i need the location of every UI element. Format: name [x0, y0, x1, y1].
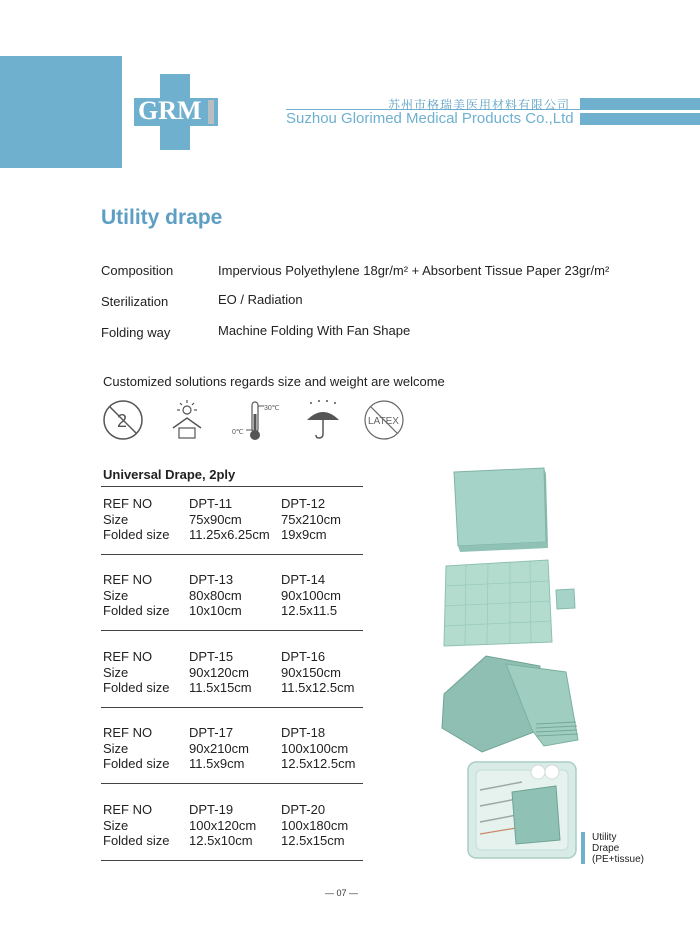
product-group-4: [103, 725, 373, 772]
product-group-1: [103, 496, 373, 543]
spec-label-composition: Composition: [101, 263, 174, 278]
customized-note: Customized solutions regards size and weight are welcome: [103, 374, 445, 389]
divider: [101, 860, 363, 861]
folded-value: 10x10cm: [189, 603, 242, 618]
ref-value: DPT-12: [281, 496, 326, 511]
product-group-3: [103, 649, 373, 696]
size-value: 100x120cm: [189, 817, 257, 833]
logo-text: GRM: [138, 96, 202, 125]
folded-label: Folded size: [103, 756, 170, 771]
spec-value-sterilization: EO / Radiation: [218, 292, 303, 307]
temp-high-label: 30℃: [264, 405, 280, 412]
divider: [101, 630, 363, 631]
keep-dry-icon: [301, 398, 345, 442]
folded-value: 12.5x11.5: [281, 603, 338, 618]
keep-away-from-sunlight-icon: [165, 398, 209, 442]
folded-value: 19x9cm: [281, 527, 327, 542]
size-value: 90x150cm: [281, 664, 341, 680]
latex-free-icon: [362, 398, 406, 442]
size-label: Size: [103, 511, 129, 527]
company-name-en: Suzhou Glorimed Medical Products Co.,Ltd: [286, 110, 574, 127]
size-value: 80x80cm: [189, 587, 242, 603]
ref-value: DPT-20: [281, 802, 326, 817]
ref-value: DPT-18: [281, 725, 326, 740]
size-value: 100x100cm: [281, 740, 349, 756]
temperature-limit-icon: [230, 398, 284, 442]
header-blue-block: [0, 56, 122, 168]
size-label: Size: [103, 587, 129, 603]
caption-line: Utility: [592, 832, 617, 843]
folded-label: Folded size: [103, 680, 170, 695]
unfolded-drape-photo: [444, 560, 575, 646]
caption-line: Drape: [592, 843, 620, 854]
header-bar-bottom: [580, 113, 700, 125]
folded-value: 12.5x15cm: [281, 833, 345, 848]
divider: [101, 707, 363, 708]
ref-value: DPT-16: [281, 649, 326, 664]
svg-text:2: 2: [117, 411, 128, 431]
ref-value: DPT-13: [189, 572, 234, 587]
folded-label: Folded size: [103, 833, 170, 848]
size-value: 90x120cm: [189, 664, 249, 680]
spec-label-sterilization: Sterilization: [101, 294, 169, 309]
divider: [101, 783, 363, 784]
size-value: 100x180cm: [281, 817, 349, 833]
ref-label: REF NO: [103, 802, 153, 817]
product-group-2: [103, 572, 373, 619]
table-title: Universal Drape, 2ply: [103, 467, 236, 482]
spec-value-composition: Impervious Polyethylene 18gr/m² + Absorbent Tissue Paper 23gr/m²: [218, 263, 610, 278]
fan-folded-drapes-photo: [442, 656, 578, 752]
ref-value: DPT-17: [189, 725, 234, 740]
folded-label: Folded size: [103, 527, 170, 542]
folded-value: 12.5x10cm: [189, 833, 253, 848]
folded-value: 11.5x9cm: [189, 756, 245, 771]
folded-value: 12.5x12.5cm: [281, 756, 356, 771]
folded-label: Folded size: [103, 603, 170, 618]
page-number: — 07 —: [325, 888, 359, 898]
ref-label: REF NO: [103, 572, 153, 587]
company-name-cn: 苏州市格瑞美医用材料有限公司: [388, 98, 571, 112]
folded-value: 11.25x6.25cm: [189, 527, 270, 542]
folded-value: 11.5x15cm: [189, 680, 252, 695]
ref-label: REF NO: [103, 725, 153, 740]
size-value: 75x210cm: [281, 511, 341, 527]
temp-low-label: 0℃: [232, 429, 244, 436]
header-bar-top: [580, 98, 700, 110]
latex-label: LATEX: [368, 416, 399, 427]
folded-value: 11.5x12.5cm: [281, 680, 355, 695]
caption-line: (PE+tissue): [592, 854, 644, 865]
size-value: 90x210cm: [189, 740, 249, 756]
do-not-reuse-icon: [101, 398, 145, 442]
size-label: Size: [103, 664, 129, 680]
divider: [101, 486, 363, 487]
size-label: Size: [103, 740, 129, 756]
size-value: 90x100cm: [281, 587, 341, 603]
spec-value-folding: Machine Folding With Fan Shape: [218, 323, 411, 338]
ref-value: DPT-11: [189, 496, 233, 511]
spec-label-folding: Folding way: [101, 325, 171, 340]
tray-set-photo: [468, 762, 576, 858]
ref-value: DPT-15: [189, 649, 234, 664]
size-value: 75x90cm: [189, 511, 242, 527]
photo-caption: [592, 832, 644, 865]
ref-value: DPT-19: [189, 802, 234, 817]
ref-label: REF NO: [103, 496, 153, 511]
page-title: Utility drape: [101, 206, 223, 229]
divider: [101, 554, 363, 555]
ref-label: REF NO: [103, 649, 153, 664]
caption-bar: [581, 832, 585, 864]
product-photos: [436, 460, 586, 860]
size-label: Size: [103, 817, 129, 833]
ref-value: DPT-14: [281, 572, 326, 587]
folded-drape-photo: [454, 468, 548, 552]
product-group-5: [103, 802, 373, 849]
